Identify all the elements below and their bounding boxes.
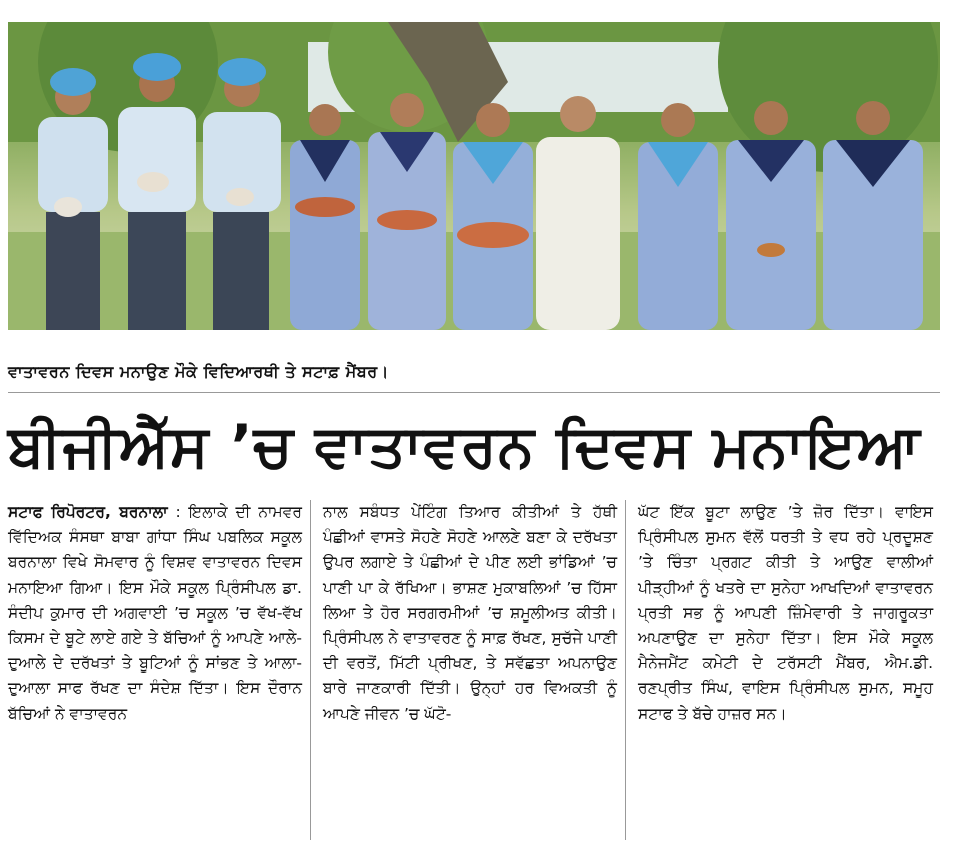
photo-caption: ਵਾਤਾਵਰਨ ਦਿਵਸ ਮਨਾਉਣ ਮੌਕੇ ਵਿਦਿਆਰਥੀ ਤੇ ਸਟਾਫ਼ ਮੈਂਬਰ। <box>8 362 389 381</box>
divider <box>8 392 940 393</box>
byline: ਸਟਾਫ ਰਿਪੋਰਟਰ, ਬਰਨਾਲਾ <box>8 503 168 521</box>
column-1-text: : ਇਲਾਕੇ ਦੀ ਨਾਮਵਰ ਵਿੱਦਿਅਕ ਸੰਸਥਾ ਬਾਬਾ ਗਾਂਧਾ ਸਿੰਘ ਪਬਲਿਕ ਸਕੂਲ ਬਰਨਾਲਾ ਵਿਖੇ ਸੋਮਵਾਰ ਨੂੰ ਵਿਸ਼ਵ ਵਾਤਾਵਰਨ ਦਿਵਸ ਮਨਾਇਆ ਗਿਆ। ਇਸ ਮੌਕੇ ਸਕੂਲ ਪ੍ਰਿੰਸੀਪਲ ਡਾ. ਸੰਦੀਪ ਕੁਮਾਰ ਦੀ ਅਗਵਾਈ ’ਚ ਸਕੂਲ ’ਚ ਵੱਖ-ਵੱਖ ਕਿਸਮ ਦੇ ਬੂਟੇ ਲਾਏ ਗਏ ਤੇ ਬੱਚਿਆਂ ਨੂੰ ਆਪਣੇ ਆਲੇ-ਦੁਆਲੇ ਦੇ ਦਰੱਖਤਾਂ ਤੇ ਬੂਟਿਆਂ ਨੂੰ ਸਾਂਭਣ ਤੇ ਆਲਾ-ਦੁਆਲਾ ਸਾਫ ਰੱਖਣ ਦਾ ਸੰਦੇਸ਼ ਦਿੱਤਾ। ਇਸ ਦੌਰਾਨ ਬੱਚਿਆਂ ਨੇ ਵਾਤਾਵਰਨ <box>8 503 303 723</box>
article-column-2 <box>323 500 626 840</box>
column-3-text: ਘੱਟ ਇੱਕ ਬੂਟਾ ਲਾਉਣ ’ਤੇ ਜ਼ੋਰ ਦਿੱਤਾ। ਵਾਇਸ ਪ੍ਰਿੰਸੀਪਲ ਸੁਮਨ ਵੱਲੋਂ ਧਰਤੀ ਤੇ ਵਧ ਰਹੇ ਪ੍ਰਦੂਸ਼ਣ ’ਤੇ ਚਿੰਤਾ ਪ੍ਰਗਟ ਕੀਤੀ ਤੇ ਆਉਣ ਵਾਲੀਆਂ ਪੀੜ੍ਹੀਆਂ ਨੂੰ ਖਤਰੇ ਦਾ ਸੁਨੇਹਾ ਆਖਦਿਆਂ ਵਾਤਾਵਰਨ ਪ੍ਰਤੀ ਸਭ ਨੂੰ ਆਪਣੀ ਜ਼ਿੰਮੇਵਾਰੀ ਤੇ ਜਾਗਰੂਕਤਾ ਅਪਣਾਉਣ ਦਾ ਸੁਨੇਹਾ ਦਿੱਤਾ। ਇਸ ਮੌਕੇ ਸਕੂਲ ਮੈਨੇਜਮੈਂਟ ਕਮੇਟੀ ਦੇ ਟਰੱਸਟੀ ਮੈਂਬਰ, ਐਮ.ਡੀ. ਰਣਪ੍ਰੀਤ ਸਿੰਘ, ਵਾਇਸ ਪ੍ਰਿੰਸੀਪਲ ਸੁਮਨ, ਸਮੂਹ ਸਟਾਫ ਤੇ ਬੱਚੇ ਹਾਜ਼ਰ ਸਨ। <box>638 503 933 723</box>
article-column-1 <box>8 500 311 840</box>
news-photo <box>8 22 940 330</box>
group-photo-illustration <box>8 22 940 330</box>
headline: ਬੀਜੀਐੱਸ ’ਚ ਵਾਤਾਵਰਨ ਦਿਵਸ ਮਨਾਇਆ <box>8 412 921 480</box>
article-body <box>8 500 940 840</box>
column-2-text: ਨਾਲ ਸਬੰਧਤ ਪੇਂਟਿੰਗ ਤਿਆਰ ਕੀਤੀਆਂ ਤੇ ਹੱਥੀ ਪੰਛੀਆਂ ਵਾਸਤੇ ਸੋਹਣੇ ਸੋਹਣੇ ਆਲਣੇ ਬਣਾ ਕੇ ਦਰੱਖਤਾ ਉਪਰ ਲਗਾਏ ਤੇ ਪੰਛੀਆਂ ਦੇ ਪੀਣ ਲਈ ਭਾਂਡਿਆਂ ’ਚ ਪਾਣੀ ਪਾ ਕੇ ਰੱਖਿਆ। ਭਾਸ਼ਣ ਮੁਕਾਬਲਿਆਂ ’ਚ ਹਿੱਸਾ ਲਿਆ ਤੇ ਹੋਰ ਸਰਗਰਮੀਆਂ ’ਚ ਸ਼ਮੂਲੀਅਤ ਕੀਤੀ। ਪ੍ਰਿੰਸੀਪਲ ਨੇ ਵਾਤਾਵਰਣ ਨੂੰ ਸਾਫ਼ ਰੱਖਣ, ਸੁਚੱਜੇ ਪਾਣੀ ਦੀ ਵਰਤੋਂ, ਮਿੱਟੀ ਪ੍ਰੀਖਣ, ਤੇ ਸਵੱਛਤਾ ਅਪਨਾਉਣ ਬਾਰੇ ਜਾਣਕਾਰੀ ਦਿੱਤੀ। ਉਨ੍ਹਾਂ ਹਰ ਵਿਅਕਤੀ ਨੂੰ ਆਪਣੇ ਜੀਵਨ ’ਚ ਘੱਟੋ- <box>323 503 617 723</box>
article-column-3 <box>638 500 941 840</box>
